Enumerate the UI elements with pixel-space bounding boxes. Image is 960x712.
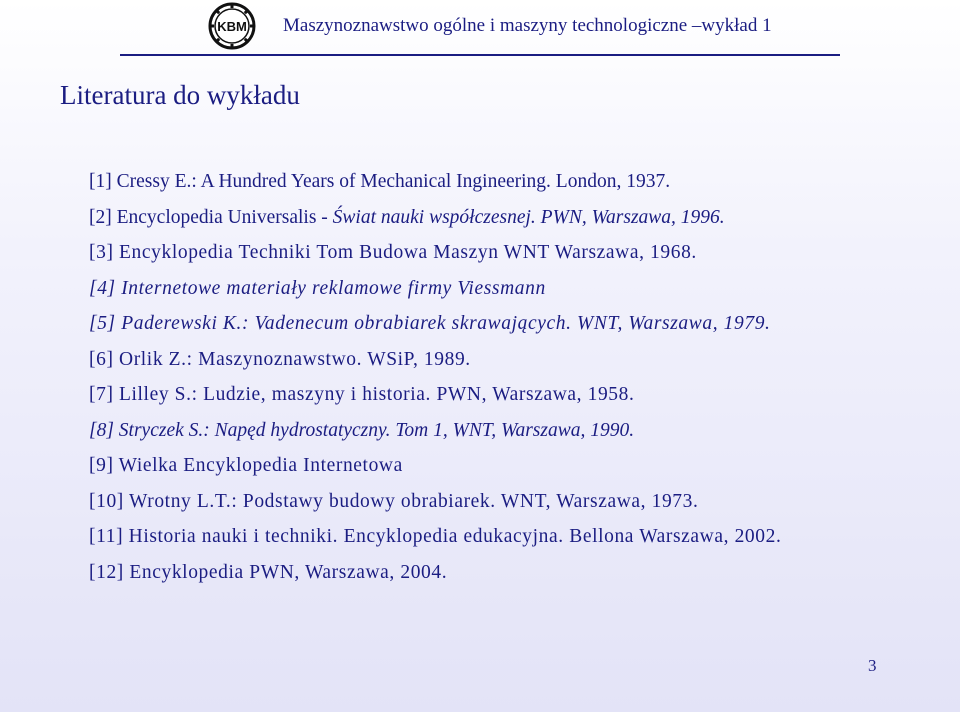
reference-list [89,169,781,595]
reference-item-9: [9] Wielka Encyklopedia Internetowa [89,455,403,476]
reference-item-2 [89,205,781,241]
kbm-logo [208,2,256,50]
header-divider [120,54,840,56]
reference-item-7: [7] Lilley S.: Ludzie, maszyny i historia. PWN, Warszawa, 1958. [89,384,635,405]
reference-item-5: [5] Paderewski K.: Vadenecum obrabiarek skrawających. WNT, Warszawa, 1979. [89,313,771,334]
reference-item-4: [4] Internetowe materiały reklamowe firmy Viessmann [89,277,546,299]
reference-item-1: [1] Cressy E.: A Hundred Years of Mechanical Ingineering. London, 1937. [89,171,671,192]
reference-item-3: [3] Encyklopedia Techniki Tom Budowa Maszyn WNT Warszawa, 1968. [89,242,697,263]
page-number: 3 [868,656,877,675]
reference-item-10: [10] Wrotny L.T.: Podstawy budowy obrabiarek. WNT, Warszawa, 1973. [89,490,699,512]
reference-item-12: [12] Encyklopedia PWN, Warszawa, 2004. [89,561,448,583]
reference-item-8: [8] Stryczek S.: Napęd hydrostatyczny. Tom 1, WNT, Warszawa, 1990. [89,419,635,441]
reference-item-6: [6] Orlik Z.: Maszynoznawstwo. WSiP, 1989. [89,348,471,370]
reference-item-2-italic: Świat nauki współczesnej. PWN, Warszawa, 1996. [332,206,725,228]
reference-item-11: [11] Historia nauki i techniki. Encyklopedia edukacyjna. Bellona Warszawa, 2002. [89,526,782,547]
page-title: Literatura do wykładu [60,80,300,110]
reference-item-2-prefix: [2] Encyclopedia Universalis - [89,206,333,228]
logo-text: KBM [217,19,247,34]
header-title: Maszynoznawstwo ogólne i maszyny technologiczne –wykład 1 [283,15,772,36]
